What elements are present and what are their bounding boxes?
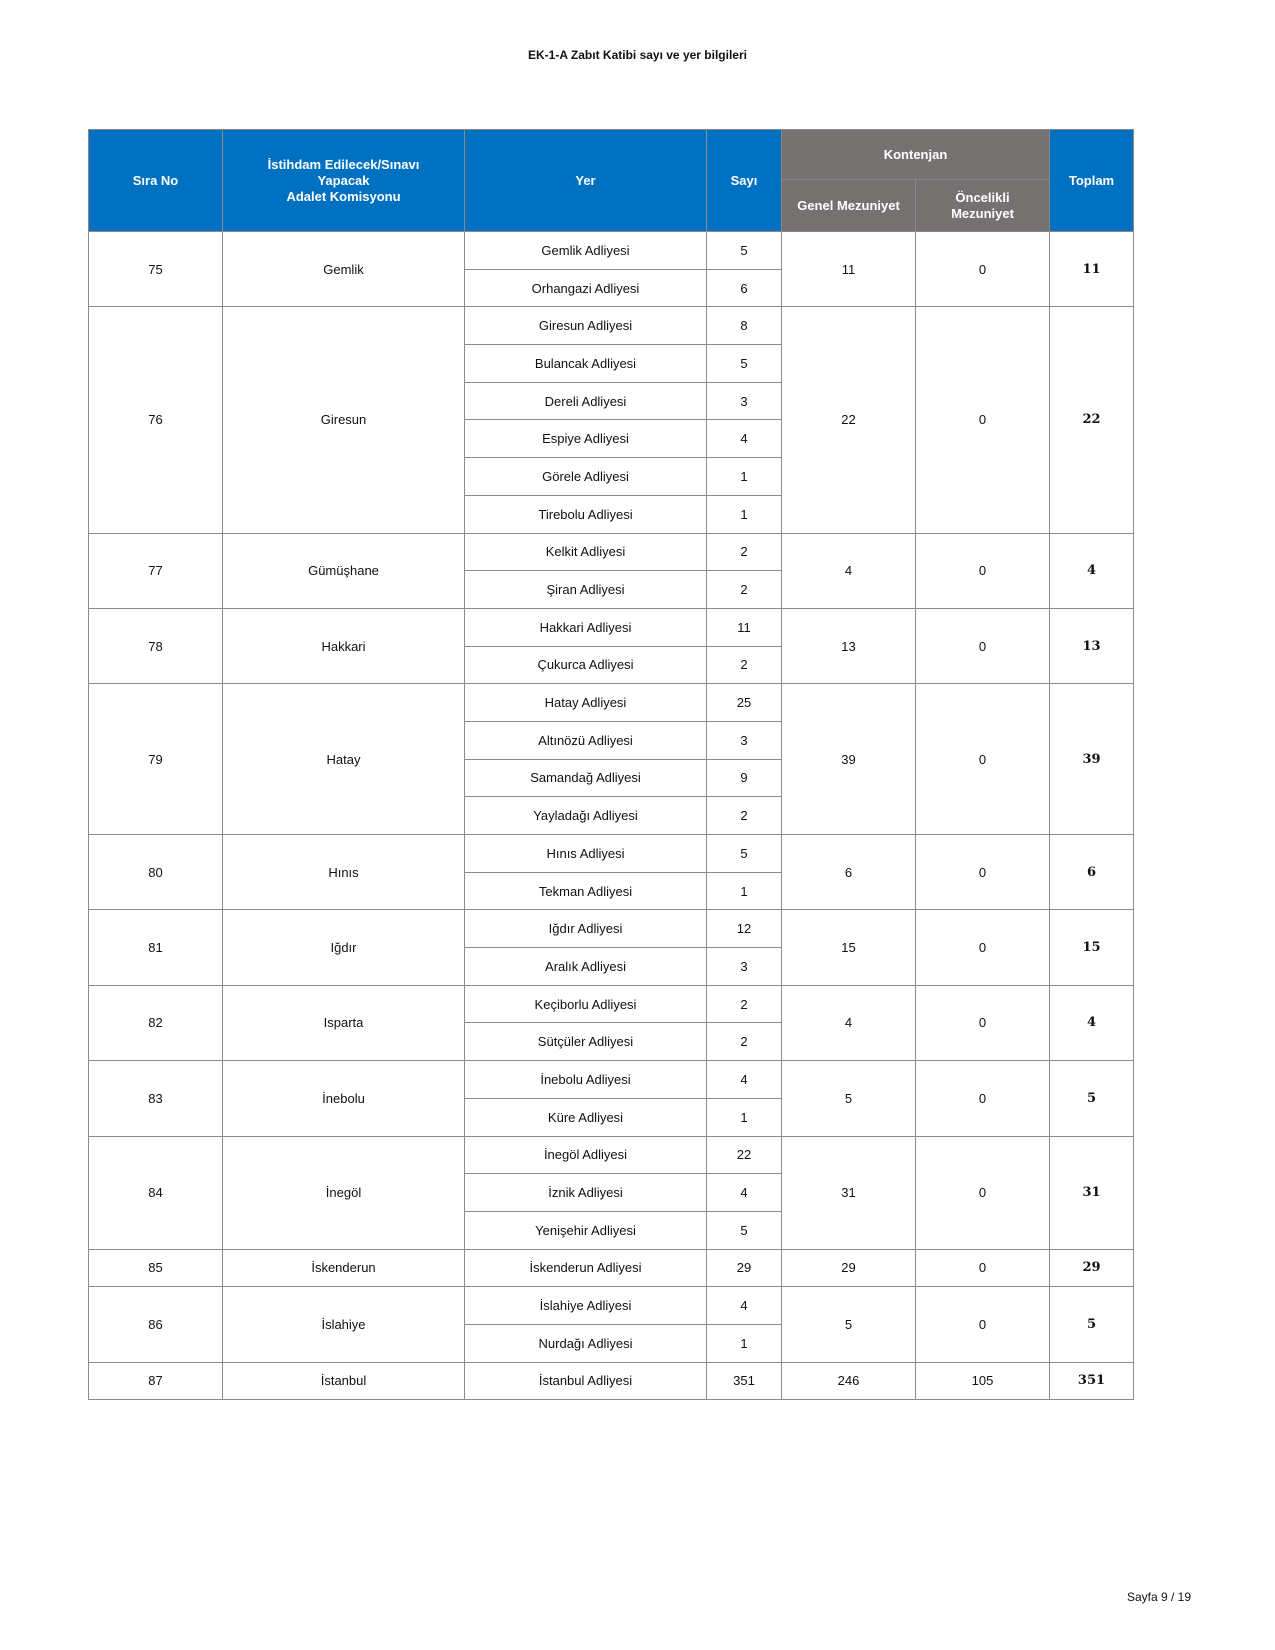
yer-cell: Tirebolu Adliyesi [465,495,707,533]
sayi-cell: 8 [707,307,782,345]
page-number: Sayfa 9 / 19 [1126,1590,1191,1604]
oncelikli-mezuniyet-cell: 0 [916,985,1050,1060]
sayi-cell: 11 [707,608,782,646]
sayi-cell: 2 [707,985,782,1023]
toplam-cell: 11 [1050,232,1134,307]
yer-cell: Kelkit Adliyesi [465,533,707,571]
header-sayi: Sayı [707,130,782,232]
genel-mezuniyet-cell: 246 [782,1362,916,1400]
komisyon-cell: Giresun [223,307,465,533]
yer-cell: İstanbul Adliyesi [465,1362,707,1400]
yer-cell: Aralık Adliyesi [465,948,707,986]
sayi-cell: 4 [707,420,782,458]
toplam-cell: 5 [1050,1061,1134,1136]
yer-cell: İskenderun Adliyesi [465,1249,707,1287]
sayi-cell: 25 [707,684,782,722]
yer-cell: İznik Adliyesi [465,1174,707,1212]
sira-no-cell: 83 [89,1061,223,1136]
sayi-cell: 6 [707,269,782,307]
sira-no-cell: 85 [89,1249,223,1287]
sayi-cell: 5 [707,1211,782,1249]
sayi-cell: 2 [707,533,782,571]
yer-cell: Nurdağı Adliyesi [465,1324,707,1362]
sayi-cell: 22 [707,1136,782,1174]
sayi-cell: 1 [707,458,782,496]
genel-mezuniyet-cell: 11 [782,232,916,307]
header-genel-mezuniyet: Genel Mezuniyet [782,180,916,232]
toplam-cell: 39 [1050,684,1134,835]
header-oncelikli-mezuniyet: Öncelikli Mezuniyet [916,180,1050,232]
table-row [89,1287,1134,1325]
table-row [89,1136,1134,1174]
toplam-cell: 13 [1050,608,1134,683]
yer-cell: İnegöl Adliyesi [465,1136,707,1174]
komisyon-cell: İnebolu [223,1061,465,1136]
table-row [89,1249,1134,1287]
sira-no-cell: 87 [89,1362,223,1400]
komisyon-cell: Gemlik [223,232,465,307]
sayi-cell: 1 [707,495,782,533]
table-row [89,1362,1134,1400]
toplam-cell: 22 [1050,307,1134,533]
oncelikli-mezuniyet-cell: 0 [916,533,1050,608]
komisyon-cell: İslahiye [223,1287,465,1362]
genel-mezuniyet-cell: 4 [782,533,916,608]
yer-cell: Tekman Adliyesi [465,872,707,910]
sira-no-cell: 76 [89,307,223,533]
yer-cell: Yayladağı Adliyesi [465,797,707,835]
sayi-cell: 4 [707,1174,782,1212]
toplam-cell: 31 [1050,1136,1134,1249]
document-title: EK-1-A Zabıt Katibi sayı ve yer bilgileri [528,48,747,62]
header-yer: Yer [465,130,707,232]
oncelikli-mezuniyet-cell: 0 [916,1287,1050,1362]
yer-cell: Gemlik Adliyesi [465,232,707,270]
header-kontenjan: Kontenjan [782,130,1050,180]
sayi-cell: 1 [707,1324,782,1362]
genel-mezuniyet-cell: 39 [782,684,916,835]
toplam-cell: 351 [1050,1362,1134,1400]
sayi-cell: 1 [707,872,782,910]
sira-no-cell: 81 [89,910,223,985]
sayi-cell: 5 [707,345,782,383]
sayi-cell: 4 [707,1061,782,1099]
genel-mezuniyet-cell: 22 [782,307,916,533]
oncelikli-mezuniyet-cell: 0 [916,835,1050,910]
header-sira-no: Sıra No [89,130,223,232]
komisyon-cell: Iğdır [223,910,465,985]
sayi-cell: 12 [707,910,782,948]
toplam-cell: 4 [1050,533,1134,608]
sira-no-cell: 78 [89,608,223,683]
genel-mezuniyet-cell: 6 [782,835,916,910]
sayi-cell: 2 [707,1023,782,1061]
yer-cell: Çukurca Adliyesi [465,646,707,684]
genel-mezuniyet-cell: 5 [782,1061,916,1136]
table-row [89,835,1134,873]
toplam-cell: 6 [1050,835,1134,910]
oncelikli-mezuniyet-cell: 105 [916,1362,1050,1400]
yer-cell: Espiye Adliyesi [465,420,707,458]
genel-mezuniyet-cell: 31 [782,1136,916,1249]
yer-cell: Görele Adliyesi [465,458,707,496]
oncelikli-mezuniyet-cell: 0 [916,910,1050,985]
yer-cell: Iğdır Adliyesi [465,910,707,948]
genel-mezuniyet-cell: 4 [782,985,916,1060]
sayi-cell: 4 [707,1287,782,1325]
komisyon-cell: Hakkari [223,608,465,683]
genel-mezuniyet-cell: 29 [782,1249,916,1287]
toplam-cell: 29 [1050,1249,1134,1287]
yer-cell: Orhangazi Adliyesi [465,269,707,307]
sayi-cell: 2 [707,571,782,609]
yer-cell: Altınözü Adliyesi [465,721,707,759]
yer-cell: Keçiborlu Adliyesi [465,985,707,1023]
genel-mezuniyet-cell: 13 [782,608,916,683]
sira-no-cell: 79 [89,684,223,835]
yer-cell: Samandağ Adliyesi [465,759,707,797]
sayi-cell: 3 [707,382,782,420]
table-row [89,910,1134,948]
sira-no-cell: 82 [89,985,223,1060]
komisyon-cell: Gümüşhane [223,533,465,608]
yer-cell: Şiran Adliyesi [465,571,707,609]
sira-no-cell: 80 [89,835,223,910]
yer-cell: Bulancak Adliyesi [465,345,707,383]
oncelikli-mezuniyet-cell: 0 [916,1136,1050,1249]
komisyon-cell: Hatay [223,684,465,835]
table-row [89,232,1134,270]
yer-cell: İnebolu Adliyesi [465,1061,707,1099]
oncelikli-mezuniyet-cell: 0 [916,1249,1050,1287]
table-row [89,307,1134,345]
sayi-cell: 351 [707,1362,782,1400]
yer-cell: Hınıs Adliyesi [465,835,707,873]
table-row [89,1061,1134,1099]
oncelikli-mezuniyet-cell: 0 [916,1061,1050,1136]
yer-cell: Sütçüler Adliyesi [465,1023,707,1061]
sayi-cell: 2 [707,646,782,684]
toplam-cell: 5 [1050,1287,1134,1362]
sayi-cell: 29 [707,1249,782,1287]
komisyon-cell: Isparta [223,985,465,1060]
sayi-cell: 1 [707,1098,782,1136]
yer-cell: Dereli Adliyesi [465,382,707,420]
yer-cell: Hakkari Adliyesi [465,608,707,646]
header-komisyon: İstihdam Edilecek/Sınavı Yapacak Adalet Komisyonu [223,130,465,232]
sayi-cell: 9 [707,759,782,797]
yer-cell: Küre Adliyesi [465,1098,707,1136]
yer-cell: Yenişehir Adliyesi [465,1211,707,1249]
toplam-cell: 15 [1050,910,1134,985]
toplam-cell: 4 [1050,985,1134,1060]
genel-mezuniyet-cell: 5 [782,1287,916,1362]
table-row [89,684,1134,722]
header-toplam: Toplam [1050,130,1134,232]
komisyon-cell: İstanbul [223,1362,465,1400]
oncelikli-mezuniyet-cell: 0 [916,307,1050,533]
yer-cell: İslahiye Adliyesi [465,1287,707,1325]
table-row [89,608,1134,646]
sira-no-cell: 75 [89,232,223,307]
komisyon-cell: İskenderun [223,1249,465,1287]
table-body [89,232,1134,1400]
komisyon-cell: Hınıs [223,835,465,910]
yer-cell: Hatay Adliyesi [465,684,707,722]
sayi-cell: 5 [707,232,782,270]
sira-no-cell: 77 [89,533,223,608]
table-header [89,130,1134,232]
sayi-cell: 3 [707,721,782,759]
oncelikli-mezuniyet-cell: 0 [916,232,1050,307]
oncelikli-mezuniyet-cell: 0 [916,684,1050,835]
table-row [89,985,1134,1023]
staffing-table [88,129,1134,1400]
oncelikli-mezuniyet-cell: 0 [916,608,1050,683]
sayi-cell: 5 [707,835,782,873]
sayi-cell: 3 [707,948,782,986]
sayi-cell: 2 [707,797,782,835]
komisyon-cell: İnegöl [223,1136,465,1249]
genel-mezuniyet-cell: 15 [782,910,916,985]
table-row [89,533,1134,571]
yer-cell: Giresun Adliyesi [465,307,707,345]
sira-no-cell: 84 [89,1136,223,1249]
sira-no-cell: 86 [89,1287,223,1362]
